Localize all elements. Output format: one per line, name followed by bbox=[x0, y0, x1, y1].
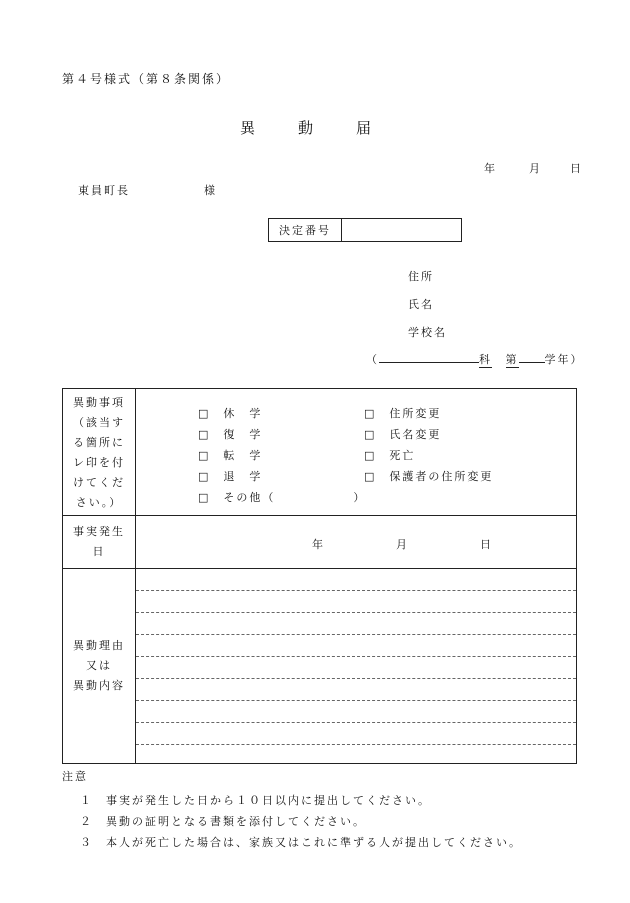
school-label: 学校名 bbox=[408, 326, 447, 339]
header-line: 異動理由 bbox=[73, 639, 125, 652]
header-line: 日 bbox=[92, 545, 106, 558]
note-item bbox=[80, 834, 522, 850]
fact-day-label: 日 bbox=[480, 538, 493, 551]
department-suffix: 科 bbox=[479, 353, 492, 366]
department-blank[interactable] bbox=[379, 362, 479, 363]
note-text: 事実が発生した日から１０日以内に提出してください。 bbox=[106, 794, 431, 807]
title-char: 異 bbox=[240, 119, 257, 137]
decision-number-label: 決定番号 bbox=[269, 219, 342, 241]
note-number: １ bbox=[80, 794, 93, 807]
fact-month-label: 月 bbox=[396, 538, 409, 551]
fact-date-header bbox=[63, 516, 136, 569]
option-address-change[interactable] bbox=[364, 405, 441, 421]
note-text: 異動の証明となる書類を添付してください。 bbox=[106, 815, 366, 828]
decision-number-field[interactable] bbox=[342, 219, 461, 241]
note-text: 本人が死亡した場合は、家族又はこれに準ずる人が提出してください。 bbox=[106, 836, 522, 849]
reason-line[interactable] bbox=[136, 635, 576, 657]
header-line: 異動事項 bbox=[73, 396, 125, 409]
header-line: さい。） bbox=[75, 496, 123, 509]
checkbox-icon[interactable]: □ bbox=[198, 470, 211, 483]
addressee-honorific: 様 bbox=[204, 184, 217, 197]
header-line: 事実発生 bbox=[73, 525, 125, 538]
reason-lines-cell[interactable] bbox=[136, 569, 577, 764]
checkbox-icon[interactable]: □ bbox=[364, 449, 377, 462]
note-number: ２ bbox=[80, 815, 93, 828]
option-return[interactable] bbox=[198, 426, 262, 442]
option-label: 死亡 bbox=[389, 449, 416, 462]
reason-header bbox=[63, 569, 136, 764]
reason-line[interactable] bbox=[136, 657, 576, 679]
submission-day-label: 日 bbox=[570, 162, 583, 175]
note-item bbox=[80, 792, 431, 808]
option-label: 復 学 bbox=[223, 428, 263, 441]
form-id: 第４号様式（第８条関係） bbox=[62, 72, 231, 86]
fact-year-label: 年 bbox=[312, 538, 325, 551]
reason-line[interactable] bbox=[136, 613, 576, 635]
grade-blank[interactable] bbox=[519, 362, 545, 363]
document-title bbox=[240, 117, 372, 138]
change-options-cell bbox=[136, 389, 577, 516]
reason-line[interactable] bbox=[136, 701, 576, 723]
option-name-change[interactable] bbox=[364, 426, 441, 442]
reason-line[interactable] bbox=[136, 591, 576, 613]
option-label: 氏名変更 bbox=[389, 428, 442, 441]
option-other[interactable] bbox=[198, 489, 366, 505]
reason-line[interactable] bbox=[136, 679, 576, 701]
option-label: その他（ ） bbox=[223, 491, 367, 504]
option-label: 休 学 bbox=[223, 407, 263, 420]
header-line: 異動内容 bbox=[73, 679, 125, 692]
option-transfer[interactable] bbox=[198, 447, 262, 463]
address-label: 住所 bbox=[408, 270, 434, 283]
grade-line bbox=[366, 351, 584, 368]
checkbox-icon[interactable]: □ bbox=[364, 428, 377, 441]
open-paren: （ bbox=[366, 353, 379, 366]
checkbox-icon[interactable]: □ bbox=[198, 449, 211, 462]
header-line: けてくだ bbox=[73, 476, 125, 489]
option-guardian-address-change[interactable] bbox=[364, 468, 493, 484]
name-label: 氏名 bbox=[408, 298, 434, 311]
decision-number-box bbox=[268, 218, 462, 242]
header-line: 又は bbox=[86, 659, 112, 672]
fact-date-cell[interactable] bbox=[136, 516, 577, 569]
grade-prefix: 第 bbox=[505, 353, 519, 366]
checkbox-icon[interactable]: □ bbox=[198, 428, 211, 441]
reason-line[interactable] bbox=[136, 723, 576, 745]
checkbox-icon[interactable]: □ bbox=[364, 470, 377, 483]
checkbox-icon[interactable]: □ bbox=[198, 491, 211, 504]
note-item bbox=[80, 813, 366, 829]
addressee-name: 東員町長 bbox=[78, 184, 130, 197]
header-line: る箇所に bbox=[73, 436, 125, 449]
option-leave[interactable] bbox=[198, 405, 262, 421]
notes-heading: 注意 bbox=[62, 770, 88, 783]
submission-year-label: 年 bbox=[484, 162, 497, 175]
grade-suffix: 学年） bbox=[544, 353, 584, 366]
option-withdraw[interactable] bbox=[198, 468, 262, 484]
option-label: 保護者の住所変更 bbox=[389, 470, 494, 483]
checkbox-icon[interactable]: □ bbox=[198, 407, 211, 420]
reason-line[interactable] bbox=[136, 569, 576, 591]
option-death[interactable] bbox=[364, 447, 415, 463]
submission-month-label: 月 bbox=[529, 162, 542, 175]
title-char: 動 bbox=[298, 119, 315, 137]
change-form-table bbox=[62, 388, 577, 764]
title-char: 届 bbox=[356, 119, 373, 137]
note-number: ３ bbox=[80, 836, 93, 849]
option-label: 住所変更 bbox=[389, 407, 442, 420]
change-items-header bbox=[63, 389, 136, 516]
header-line: レ印を付 bbox=[73, 456, 125, 469]
option-label: 退 学 bbox=[223, 470, 263, 483]
checkbox-icon[interactable]: □ bbox=[364, 407, 377, 420]
header-line: （該当す bbox=[73, 416, 125, 429]
option-label: 転 学 bbox=[223, 449, 263, 462]
